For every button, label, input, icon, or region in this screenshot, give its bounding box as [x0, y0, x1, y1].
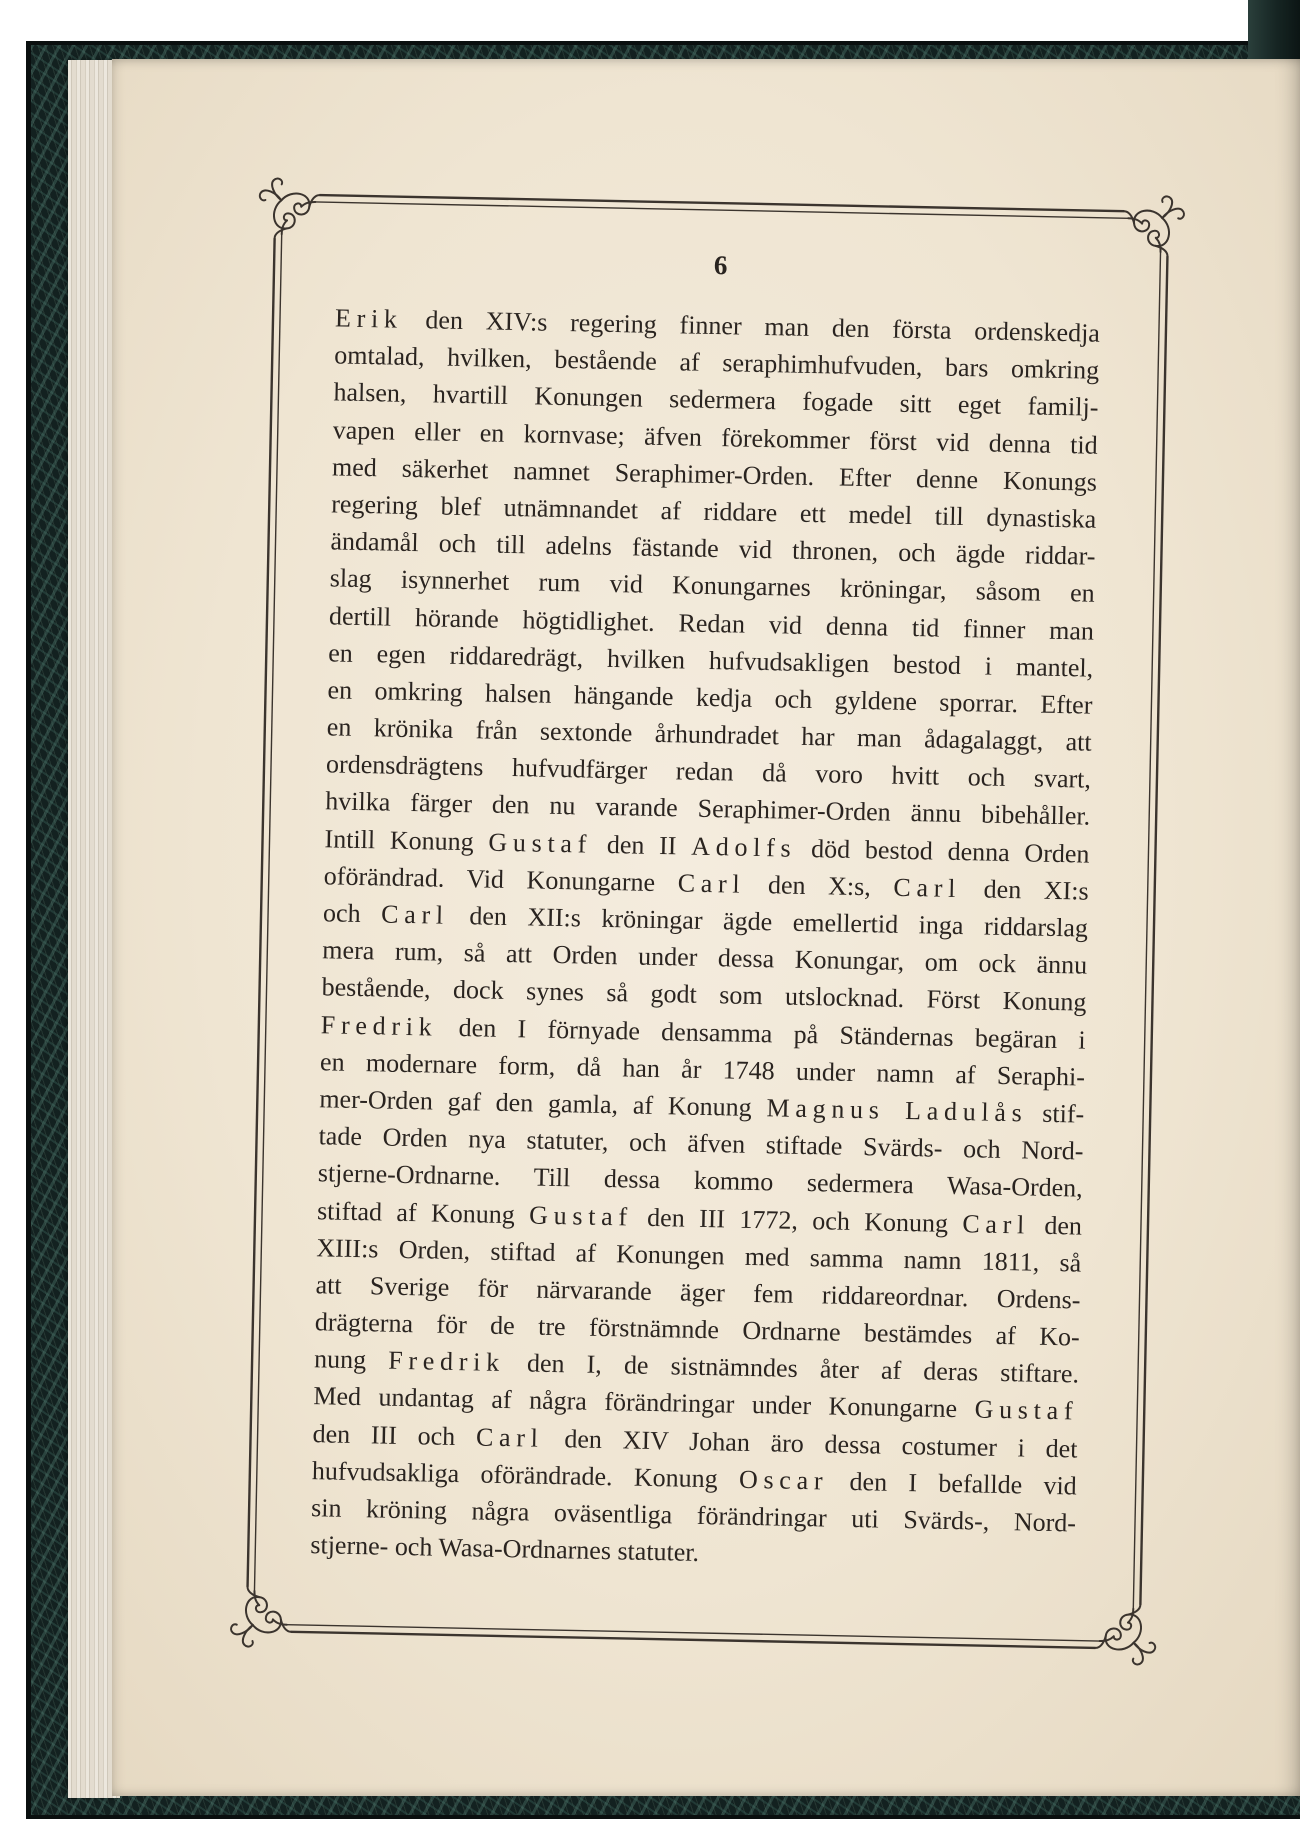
text-run: en omkring halsen hängande kedja och gyldene sporrar. Efter — [327, 675, 1093, 720]
text-run: mera rum, så att Orden under dessa Konungar, om ock ännu — [322, 935, 1088, 980]
text-run: regering blef utnämnandet af riddare ett medel till dynastiska — [331, 489, 1097, 534]
text-run: halsen, hvartill Konungen sedermera fogade sitt eget familj- — [333, 377, 1099, 423]
frame-inner-bottom — [287, 1625, 1100, 1641]
spaced-name: Carl — [962, 1208, 1031, 1240]
frame-inner-left — [254, 234, 281, 1591]
frame-inner-right — [1133, 252, 1160, 1609]
text-run: den III 1772, och Konung — [632, 1202, 963, 1238]
text-run: stjerne- och Wasa-Ordnarnes statuter. — [310, 1530, 700, 1568]
text-run: den I förnyade densamma på Ständernas begäran i — [437, 1012, 1086, 1055]
spaced-name: Adolfs — [691, 831, 797, 863]
text-run: den I befallde vid — [827, 1466, 1078, 1501]
corner-ornament-bottom-left — [231, 1587, 292, 1648]
text-run: Intill Konung — [324, 823, 489, 857]
text-run: mer-Orden gaf den gamla, af Konung — [319, 1084, 767, 1123]
text-run: den XIV:s regering finner man den första ordenskedja — [402, 304, 1101, 348]
text-run: den X:s, — [745, 869, 894, 902]
frame-outer-bottom — [291, 1632, 1096, 1648]
text-run: den — [1029, 1210, 1083, 1241]
text-run: att Sverige för närvarande äger fem riddareordnar. Ordens- — [315, 1270, 1081, 1315]
text-run: stif- — [1027, 1098, 1085, 1129]
corner-ornament-top-right — [1123, 196, 1184, 257]
spaced-name: Fredrik — [320, 1009, 438, 1042]
text-run: hvilka färger den nu varande Seraphimer-Orden ännu bibehåller. — [325, 786, 1091, 832]
spaced-name: Gustaf — [974, 1394, 1079, 1426]
text-run: bestående, dock synes så godt som utslocknad. Först Konung — [321, 972, 1087, 1017]
text-run: en egen riddaredrägt, hvilken hufvudsakligen bestod i mantel, — [328, 638, 1094, 683]
text-run: och — [322, 898, 382, 929]
text-run: slag isynnerhet rum vid Konungarnes kröningar, såsom en — [329, 563, 1095, 609]
page-number: 6 — [713, 249, 728, 281]
text-run: den III och — [312, 1418, 477, 1452]
frame-inner-top — [315, 202, 1128, 218]
body-text — [310, 299, 1100, 1578]
spaced-name: Carl — [380, 899, 450, 930]
text-run: den XIV Johan äro dessa costumer i det — [543, 1423, 1078, 1464]
spaced-name: Carl — [893, 872, 962, 903]
frame-outer-right — [1140, 256, 1167, 1605]
text-run: ändamål och till adelns fästande vid thronen, och ägde riddar- — [330, 526, 1096, 571]
text-run: oförändrad. Vid Konungarne — [323, 861, 679, 898]
frame-outer-left — [248, 238, 275, 1587]
text-run: den II — [591, 829, 692, 861]
text-run: med säkerhet namnet Seraphimer-Orden. Efter denne Konungs — [331, 452, 1098, 497]
text-run: hufvudsakliga oförändrade. Konung — [311, 1455, 740, 1494]
spaced-name: Gustaf — [488, 827, 593, 859]
text-run: en krönika från sextonde århundradet har man ådagalaggt, att — [326, 712, 1092, 757]
spaced-name: Fredrik — [387, 1345, 506, 1378]
text-run: den I, de sistnämndes åter af deras stiftare. — [504, 1348, 1080, 1389]
text-run: sin kröning några oväsentliga förändringar uti Svärds-, Nord- — [310, 1493, 1077, 1538]
text-run: dertill hörande högtidlighet. Redan vid denna tid finner man — [328, 600, 1095, 646]
text-run: omtalad, hvilken, bestående af seraphimhufvuden, bars omkring — [334, 340, 1100, 385]
spaced-name: Erik — [334, 303, 403, 334]
page-frame — [226, 174, 1188, 1669]
corner-ornament-bottom-right — [1095, 1604, 1156, 1665]
corner-ornament-top-left — [259, 178, 320, 239]
text-run: stjerne-Ordnarne. Till dessa kommo sedermera Wasa-Orden, — [317, 1158, 1084, 1203]
text-run: tade Orden nya statuter, och äfven stiftade Svärds- och Nord- — [318, 1121, 1084, 1166]
spaced-name: Magnus Ladulås — [766, 1093, 1028, 1128]
spaced-name: Carl — [475, 1422, 544, 1453]
text-run: ordensdrägtens hufvudfärger redan då voro hvitt och svart, — [325, 749, 1092, 794]
text-run: den XII:s kröningar ägde emellertid inga riddarslag — [448, 900, 1089, 943]
spaced-name: Gustaf — [528, 1199, 634, 1232]
spaced-name: Oscar — [738, 1464, 829, 1496]
frame-outer-top — [320, 195, 1125, 211]
text-run: en modernare form, då han år 1748 under namn af Seraphi- — [319, 1047, 1086, 1092]
text-run: Med undantag af några förändringar under Konungarne — [313, 1381, 975, 1424]
text-run: vapen eller en kornvase; äfven förekommer först vid denna tid — [332, 414, 1098, 460]
text-run: drägterna för de tre förstnämnde Ordnarne bestämdes af Ko- — [314, 1307, 1081, 1352]
text-run: död bestod denna Orden — [796, 833, 1090, 869]
text-run: nung — [313, 1344, 389, 1375]
text-run: XIII:s Orden, stiftad af Konungen med samma namn 1811, så — [316, 1232, 1082, 1278]
text-run: den XI:s — [960, 873, 1089, 906]
text-run: stiftad af Konung — [316, 1195, 530, 1229]
spaced-name: Carl — [677, 868, 746, 899]
